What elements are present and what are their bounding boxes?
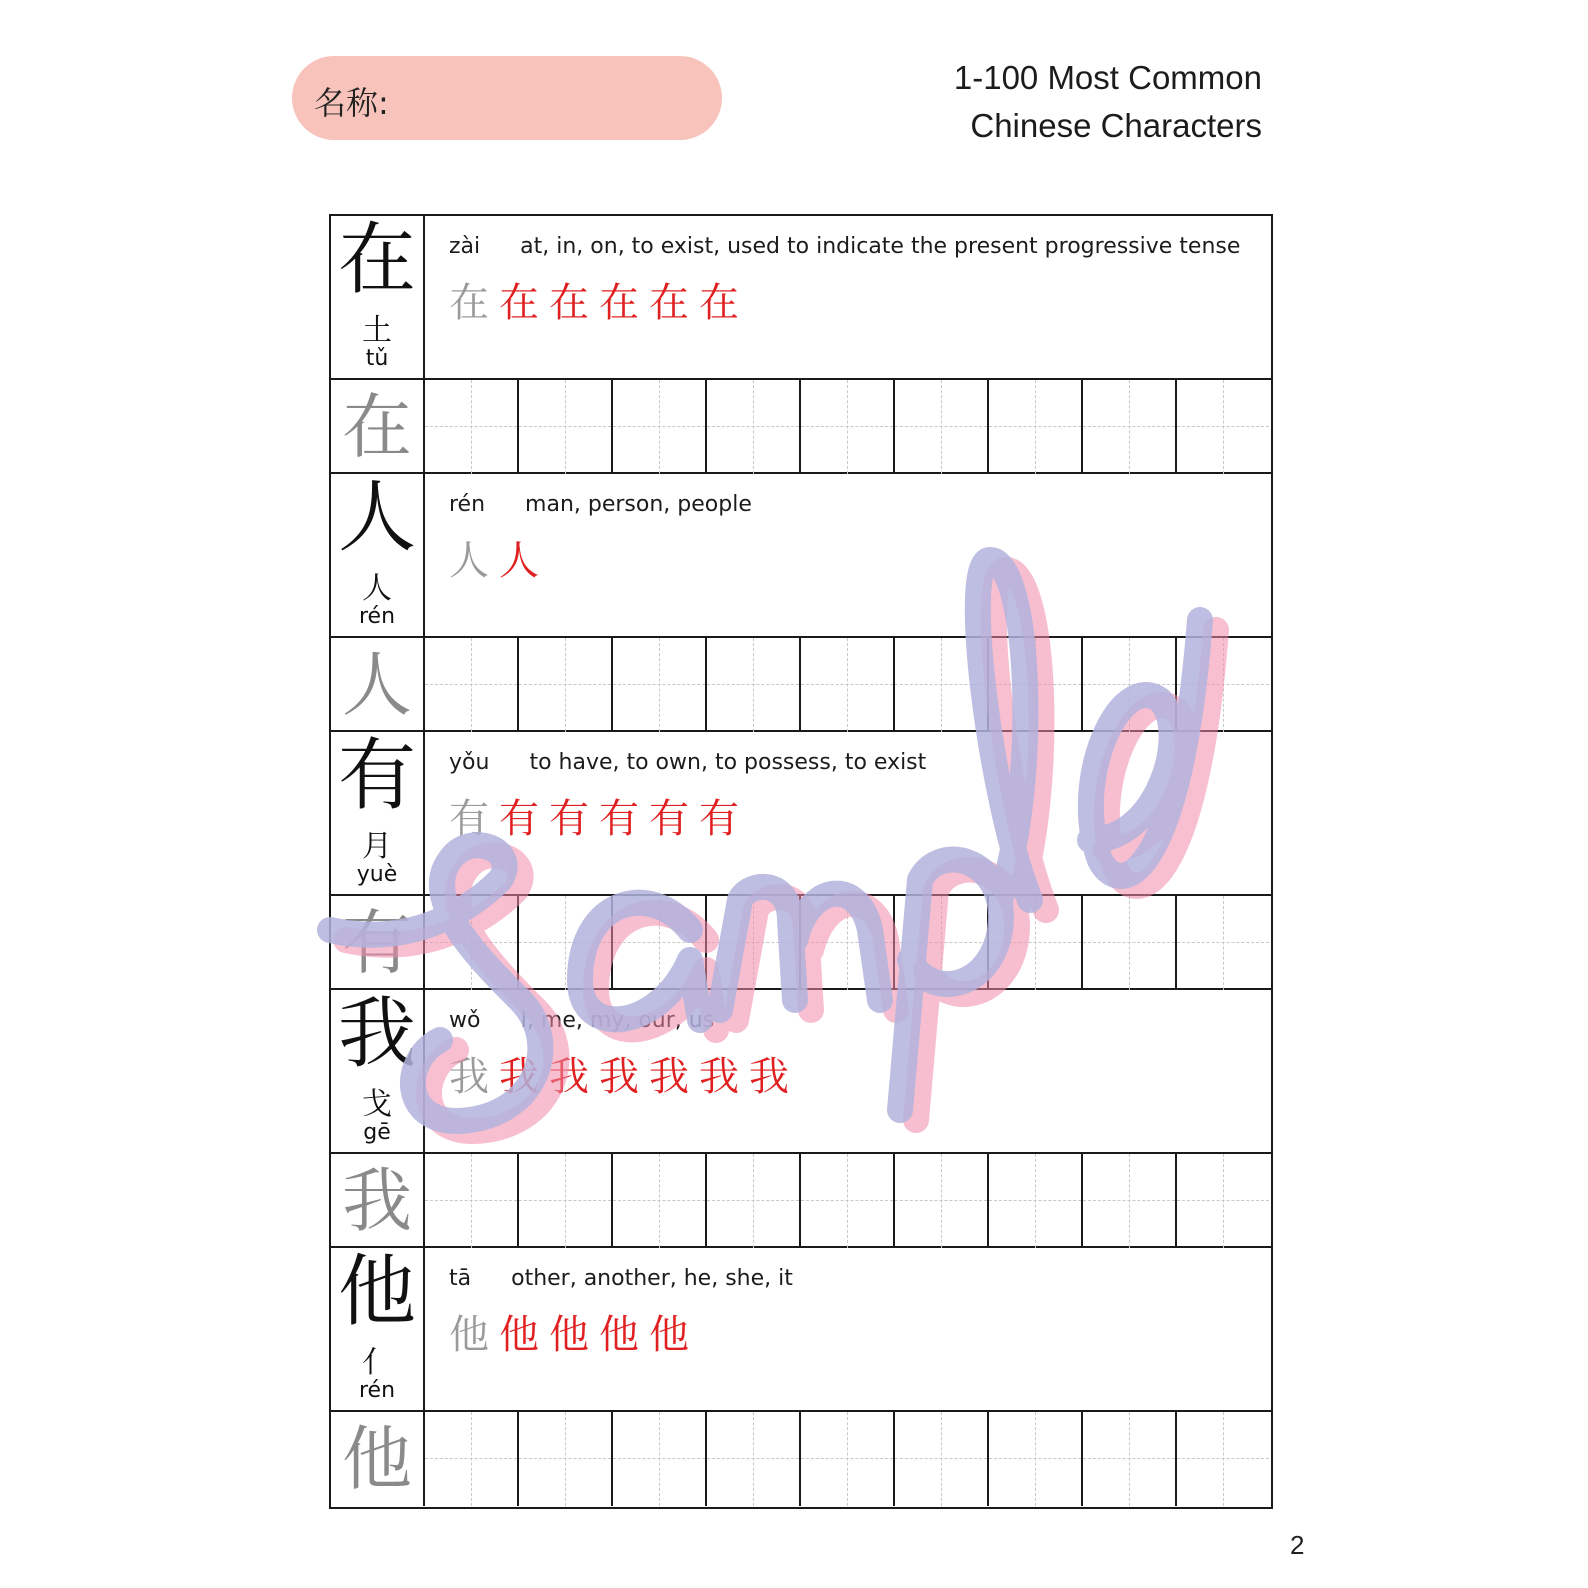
practice-cell[interactable] [517,638,611,732]
practice-cell[interactable] [987,380,1081,474]
trace-character: 在 [342,386,412,468]
stroke-order [449,278,749,328]
practice-cell[interactable] [893,380,987,474]
practice-cell[interactable] [423,1154,517,1248]
stroke-step: 有 [499,796,539,842]
character-column [331,474,425,636]
stroke-step: 在 [549,280,589,326]
meaning: other, another, he, she, it [511,1266,793,1291]
stroke-step: 我 [749,1054,789,1100]
stroke-step: 我 [499,1054,539,1100]
practice-cell[interactable] [1081,380,1175,474]
trace-character: 我 [342,1160,412,1242]
practice-cell[interactable] [423,380,517,474]
radical-pinyin: gē [363,1120,391,1145]
stroke-step: 他 [499,1312,539,1358]
practice-cell[interactable] [611,638,705,732]
stroke-step: 在 [649,280,689,326]
practice-grid-row [331,380,1271,474]
definition [449,750,926,775]
practice-cell[interactable] [423,1412,517,1506]
practice-cell[interactable] [799,638,893,732]
radical-pinyin: yuè [356,862,398,887]
practice-cell[interactable] [893,638,987,732]
practice-grid-row [331,1412,1271,1506]
practice-cell[interactable] [611,1412,705,1506]
practice-cell[interactable] [705,638,799,732]
practice-cell[interactable] [1175,896,1269,990]
practice-cell[interactable] [799,896,893,990]
stroke-step: 我 [449,1054,489,1100]
practice-cell[interactable] [705,1412,799,1506]
practice-cell[interactable] [611,380,705,474]
practice-cell[interactable] [799,380,893,474]
stroke-step: 我 [549,1054,589,1100]
practice-cell[interactable] [987,1154,1081,1248]
stroke-step: 人 [449,538,489,584]
definition [449,1266,793,1291]
practice-cell[interactable] [517,380,611,474]
practice-grid-row [331,896,1271,990]
character-info-row [331,474,1271,638]
practice-cell[interactable] [517,1412,611,1506]
definition [449,492,752,517]
practice-cell[interactable] [987,896,1081,990]
practice-cell[interactable] [517,896,611,990]
trace-character: 人 [342,644,412,726]
stroke-step: 在 [499,280,539,326]
meaning: I, me, my, our, us [520,1008,715,1033]
pinyin: yǒu [449,750,490,775]
stroke-step: 他 [549,1312,589,1358]
practice-cell[interactable] [893,1412,987,1506]
practice-cell[interactable] [517,1154,611,1248]
pinyin: rén [449,492,486,517]
practice-cell[interactable] [987,1412,1081,1506]
pinyin: tā [449,1266,472,1291]
practice-cell[interactable] [423,896,517,990]
stroke-step: 有 [449,796,489,842]
practice-cell[interactable] [1175,1412,1269,1506]
radical: 亻 [362,1345,392,1380]
stroke-step: 人 [499,538,539,584]
stroke-step: 有 [649,796,689,842]
character-info-row [331,1248,1271,1412]
main-character: 人 [337,473,416,563]
pinyin: zài [449,234,481,259]
practice-cell[interactable] [1081,896,1175,990]
practice-cell[interactable] [705,1154,799,1248]
practice-cell[interactable] [893,1154,987,1248]
radical-pinyin: rén [358,604,396,629]
trace-character: 有 [342,902,412,984]
character-column [331,990,425,1152]
character-info-row [331,216,1271,380]
practice-cell[interactable] [423,638,517,732]
title-line-2: Chinese Characters [970,107,1262,144]
radical-pinyin: tǔ [365,346,389,371]
character-info-row [331,990,1271,1154]
meaning: man, person, people [525,492,752,517]
main-character: 在 [337,215,416,305]
stroke-step: 我 [599,1054,639,1100]
stroke-step: 他 [449,1312,489,1358]
meaning: at, in, on, to exist, used to indicate the present progressive tense [520,234,1241,259]
practice-sheet [329,214,1273,1509]
practice-cell[interactable] [1081,1412,1175,1506]
practice-cell[interactable] [611,896,705,990]
character-column [331,732,425,894]
stroke-order [449,794,749,844]
stroke-step: 有 [599,796,639,842]
radical: 戈 [362,1087,392,1122]
practice-grid-row [331,1154,1271,1248]
stroke-step: 有 [699,796,739,842]
stroke-step: 有 [549,796,589,842]
practice-cell[interactable] [611,1154,705,1248]
practice-cell[interactable] [799,1154,893,1248]
definition [449,1008,714,1033]
practice-grid-row [331,638,1271,732]
stroke-step: 我 [699,1054,739,1100]
stroke-step: 在 [599,280,639,326]
meaning: to have, to own, to possess, to exist [529,750,927,775]
page-number: 2 [1290,1530,1305,1560]
practice-cell[interactable] [705,896,799,990]
stroke-order [449,536,549,586]
title-line-1: 1-100 Most Common [953,59,1262,96]
character-column [331,1248,425,1410]
character-column [331,216,425,378]
stroke-step: 他 [649,1312,689,1358]
main-character: 他 [337,1247,416,1337]
stroke-order [449,1052,799,1102]
practice-cell[interactable] [1081,1154,1175,1248]
main-character: 有 [337,731,416,821]
stroke-step: 他 [599,1312,639,1358]
practice-cell[interactable] [799,1412,893,1506]
stroke-step: 在 [449,280,489,326]
practice-cell[interactable] [1081,638,1175,732]
practice-cell[interactable] [705,380,799,474]
stroke-order [449,1310,699,1360]
page-title [954,54,1262,150]
practice-cell[interactable] [1175,380,1269,474]
practice-cell[interactable] [1175,1154,1269,1248]
stroke-step: 我 [649,1054,689,1100]
trace-character: 他 [342,1418,412,1500]
practice-cell[interactable] [1175,638,1269,732]
definition [449,234,1240,259]
name-label: 名称: [314,84,389,122]
pinyin: wǒ [449,1008,481,1033]
radical: 人 [362,571,392,606]
stroke-step: 在 [699,280,739,326]
practice-cell[interactable] [987,638,1081,732]
practice-cell[interactable] [893,896,987,990]
name-field[interactable] [292,56,722,140]
radical: 月 [362,829,392,864]
radical-pinyin: rén [358,1378,396,1403]
character-info-row [331,732,1271,896]
main-character: 我 [337,989,416,1079]
radical: 土 [362,313,392,348]
